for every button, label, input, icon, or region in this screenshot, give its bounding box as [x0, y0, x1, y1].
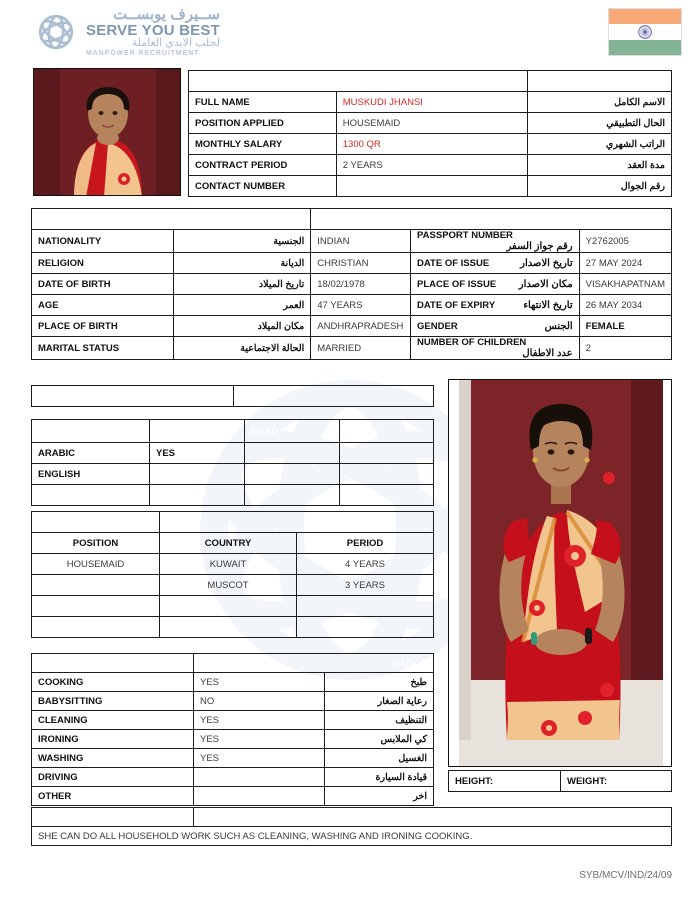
education-level-title: EDUCATION LEVEL: [32, 386, 234, 407]
employment-details-table: [188, 70, 672, 197]
place-of-issue-label: PLACE OF ISSUE: [417, 278, 497, 290]
height-cell[interactable]: [449, 771, 561, 792]
position-applied-arabic: الحال التطبيقي: [528, 113, 672, 134]
full-name-value: MUSKUDI JHANSI: [336, 92, 528, 113]
brand-english-title: SERVE YOU BEST: [86, 21, 220, 39]
contact-number-value[interactable]: [336, 176, 528, 197]
number-of-children-arabic: عدد الاطفال: [522, 348, 573, 359]
table-row: [32, 386, 434, 407]
contract-period-label: CONTRACT PERIOD: [189, 155, 337, 176]
gender-value: FEMALE: [579, 316, 671, 337]
work-position-2[interactable]: [32, 575, 160, 596]
applicant-full-length-photo: [448, 379, 672, 767]
table-row: [32, 787, 434, 806]
other-details-table: [31, 208, 672, 360]
measurements-table: [448, 770, 672, 792]
date-of-birth-arabic: تاريخ الميلاد: [173, 274, 310, 295]
skill-ironing-arabic: كي الملابس: [325, 730, 434, 749]
place-of-birth-arabic: مكان الميلاد: [173, 316, 310, 337]
age-value: 47 YEARS: [311, 295, 411, 316]
table-row: [32, 443, 434, 464]
table-row: [189, 155, 672, 176]
monthly-salary-arabic: الراتب الشهري: [528, 134, 672, 155]
skill-driving-value[interactable]: [194, 768, 325, 787]
remarks-text[interactable]: SHE CAN DO ALL HOUSEHOLD WORK SUCH AS CLEANING, WASHING AND IRONING COOKING.: [32, 827, 672, 846]
age-arabic: العمر: [173, 295, 310, 316]
column-position: POSITION: [32, 533, 160, 554]
column-period: PERIOD: [297, 533, 434, 554]
date-of-issue-value: 27 MAY 2024: [579, 253, 671, 274]
skill-other-label: OTHER: [32, 787, 194, 806]
work-period-1[interactable]: 4 YEARS: [297, 554, 434, 575]
ashoka-chakra-icon: [638, 25, 653, 40]
table-row: [189, 92, 672, 113]
table-row: [32, 673, 434, 692]
education-level-table: [31, 385, 434, 407]
full-name-arabic: الاسم الكامل: [528, 92, 672, 113]
work-experience-header-spacer: [160, 512, 434, 533]
work-experience-title: WORK EXPERIENCE: [32, 512, 160, 533]
table-row: [189, 113, 672, 134]
work-experience-header-row: [32, 512, 434, 533]
table-row: [32, 827, 672, 846]
place-of-issue-arabic: مكان الاصدار: [518, 278, 573, 290]
skill-driving-label: DRIVING: [32, 768, 194, 787]
brand-tagline: MANPOWER RECRUITMENT: [86, 49, 200, 57]
table-row: [32, 730, 434, 749]
ref-value: LAXMI (K): [567, 75, 616, 87]
work-position-3[interactable]: [32, 596, 160, 617]
monthly-salary-label: MONTHLY SALARY: [189, 134, 337, 155]
footer-reference-code: SYB/MCV/IND/24/09: [579, 870, 672, 881]
date-of-expiry-label: DATE OF EXPIRY: [417, 299, 496, 311]
employment-header-row: [189, 71, 672, 92]
place-of-issue-value: VISAKHAPATNAM: [579, 274, 671, 295]
document-header: [0, 0, 696, 62]
table-row: [32, 711, 434, 730]
skill-ironing-label: IRONING: [32, 730, 194, 749]
remarks-header-row: [32, 808, 672, 827]
contract-period-value: 2 YEARS: [336, 155, 528, 176]
skill-babysitting-arabic: رعاية الصغار: [325, 692, 434, 711]
employment-title: EMPLOYMENT DETAILS: [189, 71, 528, 92]
arabic-write-value[interactable]: [340, 443, 434, 464]
table-row: [189, 176, 672, 197]
skill-babysitting-label: BABYSITTING: [32, 692, 194, 711]
other-details-header-row: [32, 209, 672, 230]
column-country: COUNTRY: [160, 533, 297, 554]
religion-arabic: الديانة: [173, 253, 310, 274]
skill-other-arabic: اخر: [325, 787, 434, 806]
gender-arabic: الجنس: [544, 320, 573, 332]
work-period-4[interactable]: [297, 617, 434, 638]
table-row: [32, 464, 434, 485]
skill-washing-value[interactable]: YES: [194, 749, 325, 768]
skill-other-value[interactable]: [194, 787, 325, 806]
work-country-2[interactable]: MUSCOT: [160, 575, 297, 596]
date-of-birth-label: DATE OF BIRTH: [32, 274, 174, 295]
table-row: [32, 295, 672, 316]
passport-number-label: PASSPORT NUMBER: [417, 230, 513, 241]
table-row: [32, 692, 434, 711]
language-header-row: [32, 420, 434, 443]
work-country-1[interactable]: KUWAIT: [160, 554, 297, 575]
religion-label: RELIGION: [32, 253, 174, 274]
nationality-arabic: الجنسية: [173, 230, 310, 253]
arabic-read-value[interactable]: [245, 443, 340, 464]
other-details-header-spacer: [311, 209, 672, 230]
monthly-salary-value: 1300 QR: [336, 134, 528, 155]
number-of-children-cell: [411, 337, 580, 360]
language-arabic-label: ARABIC: [32, 443, 150, 464]
gender-label: GENDER: [417, 320, 458, 332]
table-row: [32, 617, 434, 638]
table-row: [32, 485, 434, 506]
age-label: AGE: [32, 295, 174, 316]
place-of-issue-cell: [411, 274, 580, 295]
india-flag-icon: [608, 8, 682, 56]
date-of-issue-arabic: تاريخ الاصدار: [520, 257, 573, 269]
company-logo-block: [34, 7, 220, 57]
skill-washing-arabic: الغسيل: [325, 749, 434, 768]
marital-status-arabic: الحالة الاجتماعية: [173, 337, 310, 360]
nationality-label: NATIONALITY: [32, 230, 174, 253]
table-row: [32, 230, 672, 253]
date-of-birth-value: 18/02/1978: [311, 274, 411, 295]
language-literacy-table: [31, 419, 434, 506]
table-row: [32, 316, 672, 337]
passport-number-value: Y2762005: [579, 230, 671, 253]
work-columns-row: [32, 533, 434, 554]
education-level-value[interactable]: [234, 386, 434, 407]
blank-read-value[interactable]: [245, 485, 340, 506]
marital-status-label: MARITAL STATUS: [32, 337, 174, 360]
skill-cleaning-arabic: التنظيف: [325, 711, 434, 730]
passport-number-cell: [411, 230, 580, 253]
marital-status-value: MARRIED: [311, 337, 411, 360]
english-read-value[interactable]: [245, 464, 340, 485]
table-row: [32, 337, 672, 360]
applicant-passport-photo: [33, 68, 181, 196]
table-row: [32, 253, 672, 274]
date-of-expiry-arabic: تاريخ الانتهاء: [523, 299, 573, 311]
work-country-3[interactable]: [160, 596, 297, 617]
skill-cooking-arabic: طبخ: [325, 673, 434, 692]
table-row: [449, 771, 672, 792]
date-of-issue-cell: [411, 253, 580, 274]
skill-ironing-value[interactable]: YES: [194, 730, 325, 749]
religion-value: CHRISTIAN: [311, 253, 411, 274]
work-country-4[interactable]: [160, 617, 297, 638]
passport-number-arabic: رقم جواز السفر: [506, 241, 573, 252]
skills-title: SKILLS: [32, 654, 194, 673]
remarks-table: [31, 807, 672, 846]
skill-driving-arabic: قيادة السيارة: [325, 768, 434, 787]
table-row: [32, 575, 434, 596]
skill-cleaning-value[interactable]: YES: [194, 711, 325, 730]
brand-arabic-title: ســيرف يوبســت: [113, 5, 220, 23]
position-applied-value: HOUSEMAID: [336, 113, 528, 134]
arabic-speak-value[interactable]: YES: [150, 443, 245, 464]
english-write-value[interactable]: [340, 464, 434, 485]
work-position-4[interactable]: [32, 617, 160, 638]
skill-washing-label: WASHING: [32, 749, 194, 768]
number-of-children-value: 2: [579, 337, 671, 360]
table-row: [32, 768, 434, 787]
english-speak-value[interactable]: [150, 464, 245, 485]
place-of-birth-value: ANDHRAPRADESH: [311, 316, 411, 337]
skills-header-row: [32, 654, 434, 673]
work-period-2[interactable]: 3 YEARS: [297, 575, 434, 596]
skills-title-arabic: المهارات: [194, 654, 434, 673]
position-applied-label: POSITION APPLIED: [189, 113, 337, 134]
contact-number-label: CONTACT NUMBER: [189, 176, 337, 197]
work-period-3[interactable]: [297, 596, 434, 617]
brand-arabic-subtitle: لجلب الايدي العاملة: [131, 37, 220, 50]
table-row: [32, 554, 434, 575]
ref-label: REF :: [534, 75, 561, 87]
column-read: READ: [245, 420, 340, 443]
number-of-children-label: NUMBER OF CHILDREN: [417, 337, 527, 348]
table-row: [32, 274, 672, 295]
column-speak: SPEAK: [150, 420, 245, 443]
full-name-label: FULL NAME: [189, 92, 337, 113]
skill-cleaning-label: CLEANING: [32, 711, 194, 730]
blank-speak-value[interactable]: [150, 485, 245, 506]
blank-write-value[interactable]: [340, 485, 434, 506]
reference-cell: [528, 71, 672, 92]
weight-label: WEIGHT:: [567, 775, 608, 787]
table-row: [189, 134, 672, 155]
contract-period-arabic: مدة العقد: [528, 155, 672, 176]
column-write: WRITE: [340, 420, 434, 443]
place-of-birth-label: PLACE OF BIRTH: [32, 316, 174, 337]
globe-knot-logo-icon: [34, 10, 78, 54]
gender-cell: [411, 316, 580, 337]
skill-cooking-value[interactable]: YES: [194, 673, 325, 692]
weight-cell[interactable]: [561, 771, 672, 792]
work-experience-table: [31, 511, 434, 638]
date-of-expiry-value: 26 MAY 2034: [579, 295, 671, 316]
skills-table: [31, 653, 434, 806]
table-row: [32, 596, 434, 617]
date-of-expiry-cell: [411, 295, 580, 316]
table-row: [32, 749, 434, 768]
remarks-header-spacer: [194, 808, 672, 827]
date-of-issue-label: DATE OF ISSUE: [417, 257, 490, 269]
skill-babysitting-value[interactable]: NO: [194, 692, 325, 711]
language-blank-label[interactable]: [32, 485, 150, 506]
other-details-title: OTHER DETAILS OF APPLICANT: [32, 209, 311, 230]
skill-cooking-label: COOKING: [32, 673, 194, 692]
height-label: HEIGHT:: [455, 775, 493, 787]
work-position-1[interactable]: HOUSEMAID: [32, 554, 160, 575]
language-english-label: ENGLISH: [32, 464, 150, 485]
language-literacy-title: LANGUAGE LITERACY: [32, 420, 150, 443]
nationality-value: INDIAN: [311, 230, 411, 253]
remarks-title: REMARKS: [32, 808, 194, 827]
contact-number-arabic: رقم الجوال: [528, 176, 672, 197]
